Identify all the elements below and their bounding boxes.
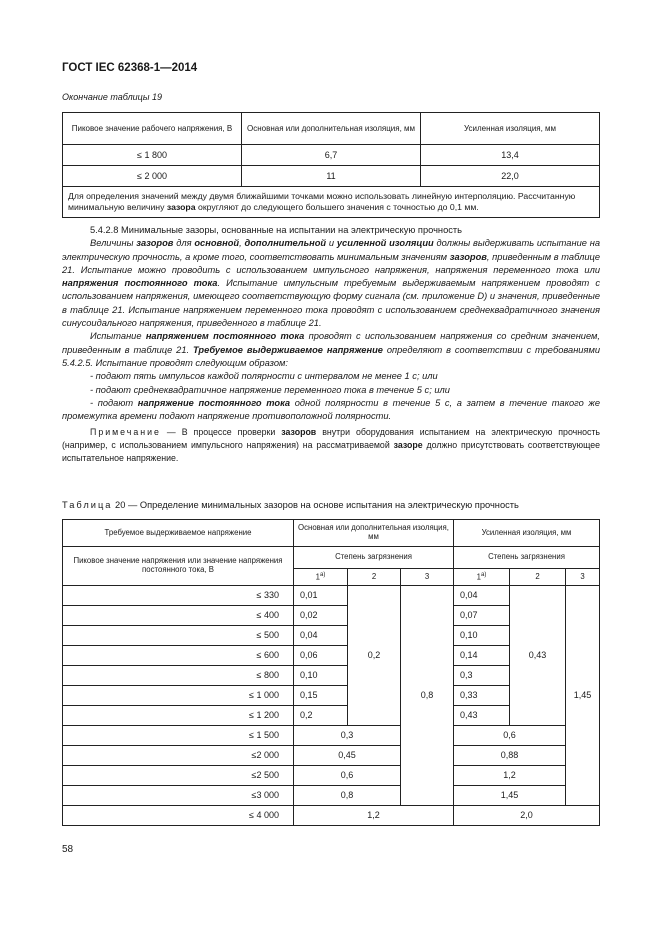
t20-basic-pd3: 0,8 [401, 586, 454, 806]
table-row [63, 726, 600, 746]
t20-basic-pd1: 0,02 [294, 606, 348, 626]
list-item: - подают пять импульсов каждой полярности с интервалом не менее 1 с; или [90, 371, 438, 382]
t19-col-voltage: Пиковое значение рабочего напряжения, В [63, 113, 242, 145]
t19-voltage: ≤ 2 000 [63, 166, 242, 187]
t20-h-required: Требуемое выдерживаемое напряжение [63, 520, 294, 547]
t20-reinforced-pd1: 0,14 [454, 646, 510, 666]
t20-pd2-basic: 2 [348, 569, 401, 586]
t19-reinforced: 13,4 [421, 145, 600, 166]
table20-caption: Таблица 20 — Определение минимальных зазоров на основе испытания на электрическую прочность [62, 500, 519, 510]
t20-voltage: ≤ 330 [63, 586, 294, 606]
t20-h-basic: Основная или дополнительная изоляция, мм [294, 520, 454, 547]
note-paragraph: Примечание — В процессе проверки зазоров внутри оборудования испытанием на электрическую прочность (например, с использованием импульсного напряжения) на рассматриваемой зазоре должно присутствовать соответствующее испытательное напряжение. [62, 427, 600, 463]
t20-voltage: ≤ 4 000 [63, 806, 294, 826]
table-row [63, 766, 600, 786]
t20-voltage: ≤ 1 000 [63, 686, 294, 706]
table-row [63, 586, 600, 606]
t20-pd2-reinforced: 2 [510, 569, 566, 586]
t20-reinforced-pd1: 0,3 [454, 666, 510, 686]
t20-voltage: ≤2 500 [63, 766, 294, 786]
t19-basic: 6,7 [242, 145, 421, 166]
t20-basic-pd1: 0,04 [294, 626, 348, 646]
t20-voltage: ≤ 500 [63, 626, 294, 646]
section-5-4-2-8 [62, 224, 600, 464]
t20-pd3-reinforced: 3 [566, 569, 600, 586]
table-row [63, 746, 600, 766]
t20-h-reinforced: Усиленная изоляция, мм [454, 520, 600, 547]
t20-basic-pd1: 0,15 [294, 686, 348, 706]
table19-caption: Окончание таблицы 19 [62, 92, 162, 102]
t20-basic-pd12: 0,45 [294, 746, 401, 766]
paragraph-1: Величины зазоров для основной, дополнительной и усиленной изоляции должны выдерживать испытание на электрическую прочность, а кроме того, соответствовать минимальным значениям зазоров, приведенным в таблице 21. Испытание можно проводить с использованием импульсного напряжения, напряжения переменного тока или напряжения постоянного тока. Испытание импульсным требуемым выдерживаемым напряжением проводят с использованием напряжения, имеющего соответствующую форму сигнала (см. приложение D) и значения, приведенные в таблице 21. Испытание напряжением переменного тока проводят с использованием среднеквадратичного значения синусоидального напряжения, приведенного в таблице 21. [62, 238, 601, 329]
t20-pd1-reinforced: $1^{а)}$ [454, 569, 510, 586]
t20-h-pollution-reinforced: Степень загрязнения [454, 547, 600, 569]
t19-col-reinforced: Усиленная изоляция, мм [421, 113, 600, 145]
table-row [63, 786, 600, 806]
t20-voltage: ≤2 000 [63, 746, 294, 766]
t20-h-peak: Пиковое значение напряжения или значение напряжения постоянного тока, В [63, 547, 294, 586]
t20-voltage: ≤ 1 200 [63, 706, 294, 726]
table-row [63, 806, 600, 826]
t20-reinforced-pd1: 0,07 [454, 606, 510, 626]
page-number: 58 [62, 844, 74, 855]
t20-pd1-basic: $1^{а)}$ [294, 569, 348, 586]
table-row [63, 166, 600, 187]
t20-reinforced-pd12: 0,6 [454, 726, 566, 746]
t19-voltage: ≤ 1 800 [63, 145, 242, 166]
t20-voltage: ≤3 000 [63, 786, 294, 806]
t20-voltage: ≤ 400 [63, 606, 294, 626]
t20-basic-all: 1,2 [294, 806, 454, 826]
t20-basic-pd1: 0,10 [294, 666, 348, 686]
t20-basic-pd12: 0,6 [294, 766, 401, 786]
t20-reinforced-pd1: 0,33 [454, 686, 510, 706]
t20-pd3-basic: 3 [401, 569, 454, 586]
t20-voltage: ≤ 600 [63, 646, 294, 666]
t20-reinforced-pd3: 1,45 [566, 586, 600, 806]
table-20 [62, 519, 600, 826]
table-row [63, 145, 600, 166]
t20-voltage: ≤ 800 [63, 666, 294, 686]
t20-basic-pd12: 0,8 [294, 786, 401, 806]
t19-reinforced: 22,0 [421, 166, 600, 187]
document-title: ГОСТ IEC 62368-1—2014 [62, 62, 198, 74]
t20-basic-pd1: 0,01 [294, 586, 348, 606]
table-19 [62, 112, 600, 218]
t20-voltage: ≤ 1 500 [63, 726, 294, 746]
t20-basic-pd1: 0,2 [294, 706, 348, 726]
t20-basic-pd12: 0,3 [294, 726, 401, 746]
t20-reinforced-pd12: 1,2 [454, 766, 566, 786]
t20-reinforced-pd12: 0,88 [454, 746, 566, 766]
t20-reinforced-pd1: 0,04 [454, 586, 510, 606]
t19-col-basic: Основная или дополнительная изоляция, мм [242, 113, 421, 145]
list-item: - подают напряжение постоянного тока одной полярности в течение 5 с, а затем в течение такого же промежутка времени подают напряжение противоположной полярности. [62, 397, 600, 422]
t20-h-pollution-basic: Степень загрязнения [294, 547, 454, 569]
list-item: - подают среднеквадратичное напряжение переменного тока в течение 5 с; или [90, 384, 450, 395]
t20-reinforced-pd1: 0,43 [454, 706, 510, 726]
t19-basic: 11 [242, 166, 421, 187]
t20-basic-pd2: 0,2 [348, 586, 401, 726]
t20-reinforced-pd1: 0,10 [454, 626, 510, 646]
t20-reinforced-pd2: 0,43 [510, 586, 566, 726]
t19-note: Для определения значений между двумя ближайшими точками можно использовать линейную интерполяцию. Рассчитанную минимальную величину зазора округляют до следующего большего значения с точностью до 0,1 мм. [63, 187, 600, 218]
t20-basic-pd1: 0,06 [294, 646, 348, 666]
section-heading: 5.4.2.8 Минимальные зазоры, основанные на испытании на электрическую прочность [90, 225, 462, 235]
t20-reinforced-pd12: 1,45 [454, 786, 566, 806]
paragraph-2: Испытание напряжением постоянного тока проводят с использованием напряжения со средним значением, приведенным в таблице 21. Требуемое выдерживаемое напряжение определяют в соответствии с требованиями 5.4.2.5. Испытание проводят следующим образом: [62, 331, 600, 368]
t20-reinforced-all: 2,0 [454, 806, 600, 826]
